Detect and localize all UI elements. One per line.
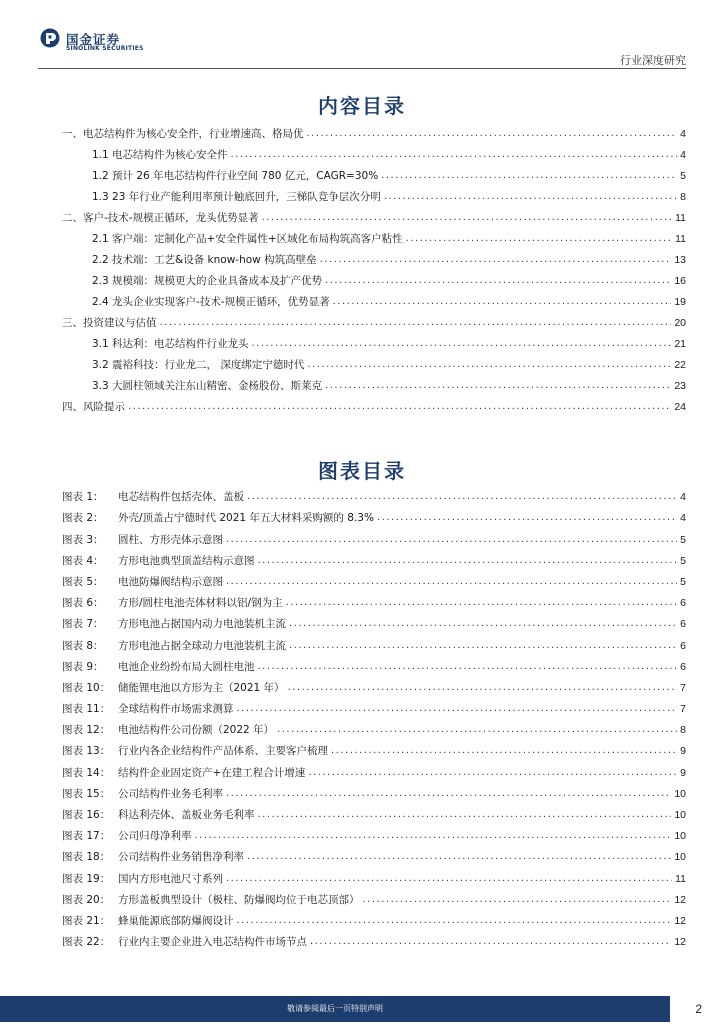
figure-entry-title: 方形电池占据国内动力电池装机主流 (118, 618, 286, 631)
figure-entry-label: 图表 5： (62, 575, 104, 588)
toc-entry-page: 21 (674, 338, 686, 350)
figure-entry-label: 图表 20： (62, 893, 111, 906)
figure-entry-label: 图表 22： (62, 936, 111, 949)
toc-entry[interactable] (62, 393, 686, 414)
toc-entry-title: 1.3 23 年行业产能利用率预计触底回升，三梯队竞争层次分明 (92, 191, 381, 203)
figure-entry-page: 10 (674, 830, 686, 843)
figure-entry[interactable] (62, 780, 686, 801)
figure-entry-title: 行业内主要企业进入电芯结构件市场节点 (118, 936, 307, 949)
toc-entry-title: 3.1 科达利：电芯结构件行业龙头 (92, 338, 249, 350)
toc-entry-title: 3.2 震裕科技：行业龙二， 深度绑定宁德时代 (92, 359, 305, 371)
dot-leader (226, 872, 672, 886)
figure-entry-page: 10 (674, 787, 686, 800)
toc-entry-title: 2.2 技术端：工艺&设备 know-how 构筑高壁垒 (92, 254, 317, 266)
figure-entry-label: 图表 7： (62, 618, 104, 631)
figure-entry-page: 6 (680, 597, 686, 610)
figure-entry[interactable] (62, 483, 686, 504)
figure-entry-label: 图表 3： (62, 533, 104, 546)
toc-entry[interactable] (62, 120, 686, 141)
figure-entry[interactable] (62, 737, 686, 758)
toc-entry-page: 24 (674, 401, 686, 413)
company-name-cn: 国金证券 (66, 32, 121, 47)
figure-entry[interactable] (62, 631, 686, 652)
figure-entry-title: 方形电池典型顶盖结构示意图 (118, 554, 255, 567)
figure-entry-label: 图表 2： (62, 512, 104, 525)
toc-entry-page: 11 (675, 233, 686, 245)
figure-entry-title: 外壳/顶盖占宁德时代 2021 年五大材料采购额的 8.3% (118, 512, 374, 525)
toc-entry-title: 三、投资建议与估值 (62, 317, 157, 329)
page-number: 2 (695, 1002, 702, 1016)
toc-entry-page: 5 (680, 170, 686, 182)
figure-entry-title: 国内方形电池尺寸系列 (118, 872, 223, 885)
toc-entry[interactable] (62, 204, 686, 225)
dot-leader (258, 554, 678, 568)
figure-entry-label: 图表 21： (62, 914, 111, 927)
dot-leader (252, 337, 672, 351)
toc-entry-title: 1.1 电芯结构件为核心安全件 (92, 149, 228, 161)
figure-entry-page: 5 (680, 554, 686, 567)
dot-leader (377, 511, 677, 525)
dot-leader (310, 935, 671, 949)
figure-entry-label: 图表 15： (62, 787, 111, 800)
toc-entry-title: 2.3 规模端：规模更大的企业具备成本及扩产优势 (92, 275, 323, 287)
figure-entry-title: 行业内各企业结构件产品体系、主要客户梳理 (118, 745, 328, 758)
dot-leader (277, 723, 677, 737)
figure-entry-title: 蜂巢能源底部防爆阀设计 (118, 914, 234, 927)
figure-entry[interactable] (62, 547, 686, 568)
toc-entry-page: 11 (675, 212, 686, 224)
figure-entry-label: 图表 1： (62, 491, 104, 504)
dot-leader (289, 639, 677, 653)
figure-entry-page: 5 (680, 575, 686, 588)
dot-leader (247, 490, 677, 504)
figure-entry-label: 图表 10： (62, 681, 111, 694)
figure-entry-page: 4 (680, 512, 686, 525)
toc-entry-page: 19 (674, 296, 686, 308)
figures-list (62, 483, 686, 949)
toc-entry-page: 23 (674, 380, 686, 392)
figure-entry-page: 10 (674, 809, 686, 821)
figure-entry[interactable] (62, 928, 686, 949)
toc-entry-title: 3.3 大圆柱领域关注东山精密、金杨股份、斯莱克 (92, 380, 323, 392)
figure-entry-title: 电池结构件公司份额（2022 年） (118, 724, 275, 737)
figure-entry-label: 图表 12： (62, 724, 111, 737)
figure-entry-page: 12 (674, 936, 686, 949)
company-name-en: SINOLINK SECURITIES (66, 45, 144, 52)
figure-entry[interactable] (62, 674, 686, 695)
figure-entry[interactable] (62, 801, 686, 822)
toc-entry[interactable] (62, 225, 686, 246)
dot-leader (331, 744, 677, 758)
figure-entry-label: 图表 19： (62, 872, 111, 885)
figure-entry-title: 全球结构件市场需求测算 (118, 703, 234, 716)
toc-entry-title: 一、电芯结构件为核心安全件，行业增速高、格局优 (62, 128, 304, 140)
dot-leader (226, 575, 677, 589)
figure-entry-title: 电芯结构件包括壳体、盖板 (118, 491, 244, 504)
dot-leader (381, 169, 677, 183)
dot-leader (307, 127, 678, 141)
figure-entry[interactable] (62, 504, 686, 525)
dot-leader (325, 274, 671, 288)
figure-entry-title: 方形/圆柱电池壳体材料以铝/钢为主 (118, 597, 283, 610)
toc-entry[interactable] (62, 246, 686, 267)
toc-entry[interactable] (62, 351, 686, 372)
sinolink-logo-icon (40, 28, 60, 48)
figure-entry-page: 8 (680, 724, 686, 737)
figure-entry-title: 圆柱、方形壳体示意图 (118, 533, 223, 546)
dot-leader (289, 617, 677, 631)
figure-entry[interactable] (62, 758, 686, 779)
figure-entry[interactable] (62, 907, 686, 928)
figure-entry-title: 科达利壳体、盖板业务毛利率 (118, 809, 255, 821)
page-footer (0, 996, 724, 1024)
figure-entry-title: 电池防爆阀结构示意图 (118, 575, 223, 588)
toc-entry-page: 16 (674, 275, 686, 287)
dot-leader (226, 787, 671, 801)
dot-leader (406, 232, 672, 246)
figures-title: 图表目录 (318, 459, 406, 483)
figure-entry-title: 方形盖板典型设计（极柱、防爆阀均位于电芯顶部） (118, 893, 360, 906)
figure-entry-label: 图表 9： (62, 660, 104, 673)
figure-entry-label: 图表 4： (62, 554, 104, 567)
dot-leader (195, 829, 672, 843)
figure-entry-page: 11 (675, 872, 686, 885)
toc-entry-page: 20 (674, 317, 686, 329)
dot-leader (325, 379, 671, 393)
toc-entry-title: 1.2 预计 26 年电芯结构件行业空间 780 亿元，CAGR=30% (92, 170, 379, 182)
toc-entry-page: 8 (680, 191, 686, 203)
figure-entry[interactable] (62, 610, 686, 631)
toc-entry-page: 4 (680, 149, 686, 161)
toc-entry-page: 4 (680, 128, 686, 140)
toc-entry[interactable] (62, 309, 686, 330)
toc-entry-title: 2.1 客户端：定制化产品+安全件属性+区域化布局构筑高客户粘性 (92, 233, 403, 245)
figure-entry-page: 12 (674, 914, 686, 927)
figure-entry[interactable] (62, 843, 686, 864)
figure-entry-label: 图表 8： (62, 639, 104, 652)
figure-entry[interactable] (62, 822, 686, 843)
figure-entry-page: 12 (674, 893, 686, 906)
dot-leader (237, 914, 672, 928)
figure-entry-title: 公司结构件业务毛利率 (118, 787, 223, 800)
toc-entry[interactable] (62, 267, 686, 288)
toc-entry[interactable] (62, 330, 686, 351)
contents-list (62, 120, 686, 414)
figure-entry-page: 4 (680, 491, 686, 504)
dot-leader (262, 211, 673, 225)
toc-entry-title: 二、客户-技术-规模正循环，龙头优势显著 (62, 212, 259, 224)
dot-leader (226, 533, 677, 547)
dot-leader (333, 295, 672, 309)
figure-entry[interactable] (62, 568, 686, 589)
footer-bar (0, 996, 670, 1022)
figure-entry-label: 图表 6： (62, 597, 104, 610)
toc-entry[interactable] (62, 141, 686, 162)
dot-leader (384, 190, 677, 204)
figure-entry[interactable] (62, 864, 686, 885)
figure-entry-title: 公司归母净利率 (118, 830, 192, 843)
figure-entry-label: 图表 17： (62, 830, 111, 843)
dot-leader (237, 702, 678, 716)
toc-entry-title: 2.4 龙头企业实现客户-技术-规模正循环，优势显著 (92, 296, 330, 308)
dot-leader (258, 808, 672, 822)
dot-leader (247, 850, 671, 864)
figure-entry-label: 图表 11： (62, 703, 111, 716)
toc-entry-page: 22 (674, 359, 686, 371)
contents-title: 内容目录 (318, 94, 406, 118)
figure-entry[interactable] (62, 525, 686, 546)
dot-leader (128, 400, 671, 414)
footer-disclaimer: 敬请参阅最后一页特别声明 (287, 1004, 383, 1013)
dot-leader (363, 893, 672, 907)
figure-entry-label: 图表 16： (62, 809, 111, 821)
dot-leader (160, 316, 672, 330)
header-divider (38, 68, 686, 69)
figure-entry-page: 7 (680, 703, 686, 716)
dot-leader (286, 596, 678, 610)
dot-leader (288, 681, 678, 695)
figure-entry-page: 6 (680, 639, 686, 652)
toc-entry[interactable] (62, 162, 686, 183)
page-header (0, 0, 724, 70)
dot-leader (231, 148, 678, 162)
figure-entry-page: 10 (674, 851, 686, 864)
figure-entry-label: 图表 14： (62, 766, 111, 779)
figure-entry-page: 7 (680, 681, 686, 694)
toc-entry-page: 13 (674, 254, 686, 266)
figure-entry[interactable] (62, 886, 686, 907)
toc-entry[interactable] (62, 288, 686, 309)
toc-entry[interactable] (62, 183, 686, 204)
figure-entry-page: 9 (680, 766, 686, 779)
figure-entry[interactable] (62, 589, 686, 610)
figure-entry-page: 6 (680, 660, 686, 673)
dot-leader (308, 766, 677, 780)
figure-entry[interactable] (62, 695, 686, 716)
figure-entry-page: 6 (680, 618, 686, 631)
figure-entry-page: 5 (680, 533, 686, 546)
dot-leader (307, 358, 671, 372)
figure-entry-label: 图表 13： (62, 745, 111, 758)
figure-entry-page: 9 (680, 745, 686, 758)
figure-entry-title: 公司结构件业务销售净利率 (118, 851, 244, 864)
toc-entry-title: 四、风险提示 (62, 401, 125, 413)
report-type: 行业深度研究 (620, 54, 686, 67)
dot-leader (258, 660, 678, 674)
figure-entry-title: 储能锂电池以方形为主（2021 年） (118, 681, 285, 694)
dot-leader (320, 253, 672, 267)
figure-entry-label: 图表 18： (62, 851, 111, 864)
figure-entry[interactable] (62, 716, 686, 737)
figure-entry-title: 结构件企业固定资产+在建工程合计增速 (118, 766, 306, 779)
figure-entry-title: 电池企业纷纷布局大圆柱电池 (118, 660, 255, 673)
figure-entry-title: 方形电池占据全球动力电池装机主流 (118, 639, 286, 652)
figure-entry[interactable] (62, 653, 686, 674)
toc-entry[interactable] (62, 372, 686, 393)
